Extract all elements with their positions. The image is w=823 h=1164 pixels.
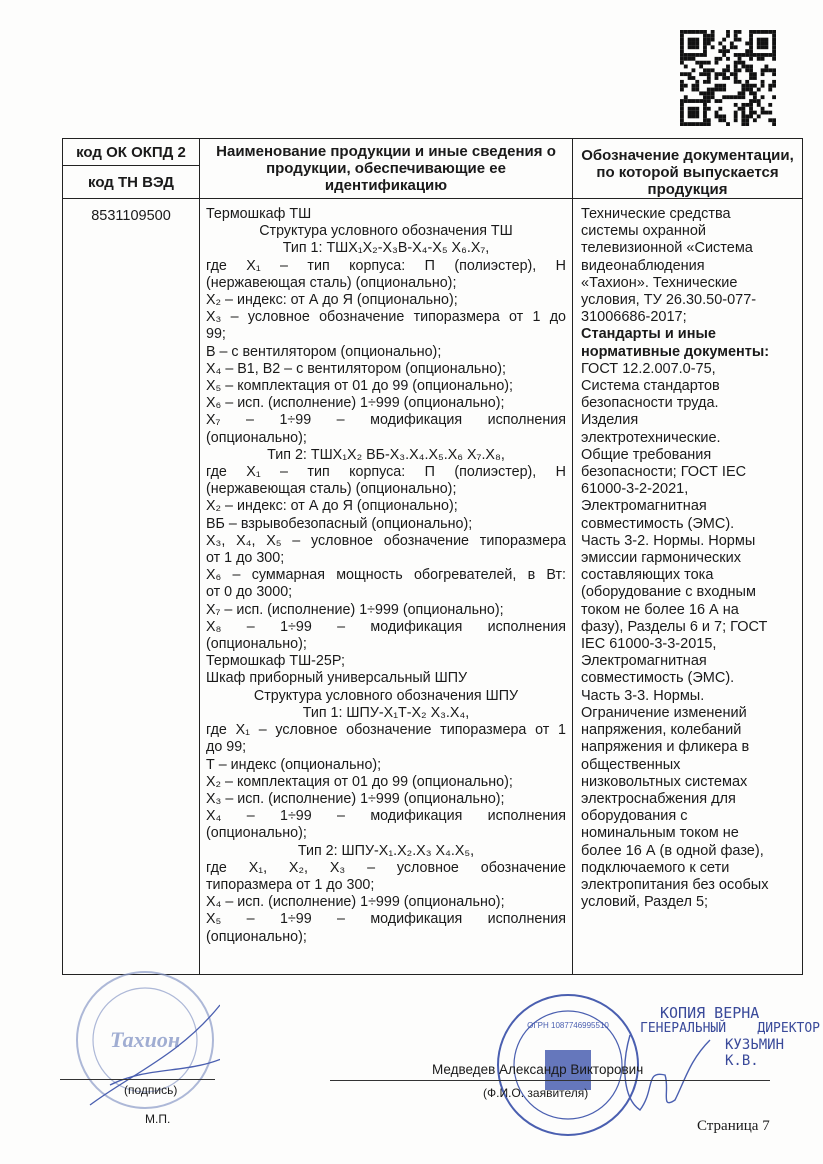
product-code: 8531109500 [63, 199, 200, 975]
text-line: совместимость (ЭМС). [581, 670, 735, 687]
text-line: Х₇ – исп. (исполнение) 1÷999 (опционально); [206, 601, 504, 618]
text-line: ВБ – взрывобезопасный (опционально); [206, 515, 473, 532]
text-line: низковольтных системах [581, 773, 748, 790]
text-line: электроснабжения для [581, 790, 736, 807]
text-line: Структура условного обозначения ШПУ [253, 687, 519, 704]
text-line: типоразмера от 1 до 300; [206, 876, 375, 893]
product-description [200, 199, 572, 946]
text-line: Ограничение изменений [581, 704, 747, 721]
text-line: Часть 3-2. Нормы. Нормы [581, 532, 756, 549]
text-line: Термошкаф ТШ [206, 206, 312, 222]
applicant-name: Медведев Александр Викторович [432, 1062, 644, 1077]
text-line: безопасности труда. [581, 395, 719, 412]
copy-certified-stamp: КОПИЯ ВЕРНА ГЕНЕРАЛЬНЫЙ ДИРЕКТОР КУЗЬМИН К.В. [640, 1004, 821, 1069]
text-line: видеонаблюдения [581, 257, 705, 274]
qr-code [680, 30, 776, 126]
text-line: Технические средства [581, 206, 731, 222]
text-line: Х₆ – суммарная мощность обогревателей, в Вт: [206, 567, 566, 584]
text-line: подключаемого к сети [581, 859, 730, 876]
text-line: до 99; [206, 739, 247, 756]
text-line: Х₅ – комплектация от 01 до 99 (опционально); [206, 378, 514, 395]
header-description: Наименование продукции и иные сведения о продукции, обеспечивающие ее идентификацию [200, 139, 573, 199]
text-line: Х₃, Х₄, Х₅ – условное обозначение типоразмера [206, 532, 566, 549]
text-line: составляющих тока [581, 567, 714, 584]
text-line: (нержавеющая сталь) (опционально); [206, 274, 457, 291]
text-line: IEC 61000-3-3-2015, [581, 636, 717, 653]
text-line: Электромагнитная [581, 498, 707, 515]
text-line: «Тахион». Технические [581, 274, 738, 291]
text-line: безопасности; ГОСТ IEC [581, 464, 747, 481]
text-line: условия, ТУ 26.30.50-077- [581, 292, 757, 309]
applicant-label: (Ф.И.О. заявителя) [483, 1086, 589, 1100]
text-line: фазу), Разделы 6 и 7; ГОСТ [581, 618, 768, 635]
stamp-ogrn: ОГРН 1087746995510 [527, 1021, 609, 1030]
text-line: Тип 2: ШПУ-Х₁.Х₂.Х₃ Х₄.Х₅, [297, 842, 475, 859]
text-line: 61000-3-2-2021, [581, 481, 689, 498]
text-line: Тип 1: ТШХ₁Х₂-Х₃В-Х₄-Х₅ Х₆.Х₇, [282, 240, 490, 257]
text-line: (оборудование с входным [581, 584, 756, 601]
applicant-line [330, 1080, 770, 1081]
header-tnved: код ТН ВЭД [63, 166, 200, 199]
text-line: Х₂ – индекс: от А до Я (опционально); [206, 292, 458, 309]
signature-label: (подпись) [124, 1083, 178, 1097]
text-line: Х₄ – 1÷99 – модификация исполнения [206, 808, 566, 825]
text-line: где Х₁ – тип корпуса: П (полиэстер), Н [206, 464, 566, 481]
text-line: более 16 А (в одной фазе), [581, 842, 764, 859]
text-line: 31006686-2017; [581, 309, 687, 326]
text-line: эмиссии гармонических [581, 550, 741, 567]
text-line: общественных [581, 756, 681, 773]
text-line: электропитания без особых [581, 876, 769, 893]
text-line: Х₃ – исп. (исполнение) 1÷999 (опционально); [206, 790, 505, 807]
text-line: Термошкаф ТШ-25Р; [206, 653, 346, 670]
text-line: где Х₁ – условное обозначение типоразмера от 1 [206, 722, 566, 739]
text-line: 99; [206, 326, 226, 343]
page-number: Страница 7 [697, 1118, 770, 1134]
text-line: от 0 до 3000; [206, 584, 293, 601]
text-line: Х₆ – исп. (исполнение) 1÷999 (опционально); [206, 395, 505, 412]
text-line: Тип 1: ШПУ-Х₁Т-Х₂ Х₃.Х₄, [302, 704, 470, 721]
text-line: напряжения и фликера в [581, 739, 750, 756]
stamp-text: Тахион [109, 1027, 181, 1052]
text-line: номинальным током не [581, 825, 739, 842]
header-okpd: код ОК ОКПД 2 [63, 139, 200, 166]
text-line: Х₂ – комплектация от 01 до 99 (опционально); [206, 773, 513, 790]
documentation-list [573, 199, 802, 911]
text-line: телевизионной «Система [581, 240, 753, 257]
text-line: электротехнические. [581, 429, 721, 446]
text-line: Х₈ – 1÷99 – модификация исполнения [206, 618, 566, 635]
header-documentation: Обозначение документации, по которой выпускается продукция [573, 139, 803, 199]
text-line: Х₃ – условное обозначение типоразмера от 1 до [206, 309, 566, 326]
text-line: Часть 3-3. Нормы. [581, 687, 705, 704]
text-line: (опционально); [206, 636, 307, 653]
text-line: напряжения, колебаний [581, 722, 742, 739]
product-table [62, 138, 803, 975]
text-line: Х₅ – 1÷99 – модификация исполнения [206, 911, 566, 928]
text-line: В – с вентилятором (опционально); [206, 343, 442, 360]
text-line: Х₄ – В1, В2 – с вентилятором (опционально); [206, 360, 506, 377]
text-line: от 1 до 300; [206, 550, 285, 567]
text-line: Структура условного обозначения ТШ [259, 223, 513, 240]
text-line: совместимость (ЭМС). [581, 515, 735, 532]
text-line: Электромагнитная [581, 653, 707, 670]
text-line: условий, Раздел 5; [581, 894, 709, 911]
text-line: Х₂ – индекс: от А до Я (опционально); [206, 498, 458, 515]
text-line: Х₇ – 1÷99 – модификация исполнения [206, 412, 566, 429]
text-line: ГОСТ 12.2.007.0-75, [581, 360, 716, 377]
text-line: (опционально); [206, 429, 307, 446]
text-line: Изделия [581, 412, 639, 429]
text-line: (нержавеющая сталь) (опционально); [206, 481, 457, 498]
text-line: оборудования с [581, 808, 688, 825]
text-line: где Х₁, Х₂, Х₃ – условное обозначение [206, 859, 566, 876]
text-line: Тип 2: ТШХ₁Х₂ ВБ-Х₃.Х₄.Х₅.Х₆ Х₇.Х₈, [267, 446, 505, 463]
text-line: (опционально); [206, 825, 307, 842]
text-line: Стандарты и иные [581, 326, 716, 343]
signature-line [60, 1079, 215, 1080]
text-line: (опционально); [206, 928, 307, 945]
text-line: Х₄ – исп. (исполнение) 1÷999 (опционально); [206, 894, 505, 911]
text-line: Система стандартов [581, 378, 720, 395]
text-line: током не более 16 А на [581, 601, 739, 618]
text-line: системы охранной [581, 223, 707, 240]
text-line: Общие требования [581, 446, 712, 463]
text-line: где Х₁ – тип корпуса: П (полиэстер), Н [206, 257, 566, 274]
text-line: нормативные документы: [581, 343, 770, 360]
seal-label: М.П. [145, 1112, 171, 1126]
text-line: Т – индекс (опционально); [206, 756, 382, 773]
text-line: Шкаф приборный универсальный ШПУ [206, 670, 468, 687]
